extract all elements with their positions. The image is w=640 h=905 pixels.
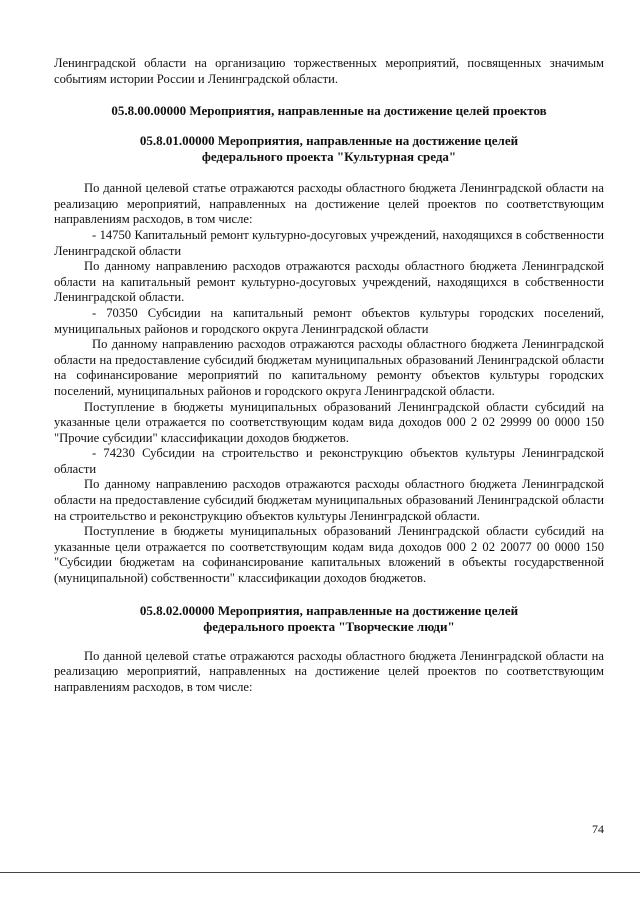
section1-item-14750: - 14750 Капитальный ремонт культурно-досуговых учреждений, находящихся в собственности Ленинградской области bbox=[54, 227, 604, 258]
section1-paragraph-5: По данному направлению расходов отражаются расходы областного бюджета Ленинградской области на предоставление субсидий бюджетам муниципальных образований Ленинградской области на строительство и реконструкцию объектов культуры Ленинградской области. bbox=[54, 477, 604, 523]
bottom-rule bbox=[0, 872, 640, 873]
section1-item-70350: - 70350 Субсидии на капитальный ремонт объектов культуры городских поселений, муниципальных районов и городского округа Ленинградской области bbox=[54, 305, 604, 336]
section1-paragraph-1: По данной целевой статье отражаются расходы областного бюджета Ленинградской области на реализацию мероприятий, направленных на достижение целей проектов по соответствующим направлениям расходов, в том числе: bbox=[54, 181, 604, 227]
section2-heading-line2: федерального проекта "Творческие люди" bbox=[203, 618, 455, 634]
section1-heading-line2: федерального проекта "Культурная среда" bbox=[201, 149, 457, 165]
main-heading: 05.8.00.00000 Мероприятия, направленные на достижение целей проектов bbox=[111, 103, 547, 119]
section2-paragraph-1: По данной целевой статье отражаются расходы областного бюджета Ленинградской области на реализацию мероприятий, направленных на достижение целей проектов по соответствующим направлениям расходов, в том числе: bbox=[54, 648, 604, 694]
section1-paragraph-4: Поступление в бюджеты муниципальных образований Ленинградской области субсидий на указанные цели отражается по соответствующим кодам вида доходов 000 2 02 29999 00 0000 150 "Прочие субсидии" классификации доходов бюджетов. bbox=[54, 399, 604, 445]
intro-paragraph: Ленинградской области на организацию торжественных мероприятий, посвященных значимым событиям истории России и Ленинградской области. bbox=[54, 56, 604, 86]
section2-heading-line1: 05.8.02.00000 Мероприятия, направленные на достижение целей bbox=[139, 602, 519, 618]
section1-paragraph-3: По данному направлению расходов отражаются расходы областного бюджета Ленинградской области на предоставление субсидий бюджетам муниципальных образований Ленинградской области на софинансирование мероприятий по капитальному ремонту объектов культуры городских поселений, муниципальных районов и городского округа Ленинградской области. bbox=[54, 337, 604, 398]
section1-heading-line1: 05.8.01.00000 Мероприятия, направленные на достижение целей bbox=[139, 133, 519, 149]
section1-paragraph-2: По данному направлению расходов отражаются расходы областного бюджета Ленинградской области на капитальный ремонт культурно-досуговых учреждений, находящихся в собственности Ленинградской области. bbox=[54, 259, 604, 305]
section1-paragraph-6: Поступление в бюджеты муниципальных образований Ленинградской области субсидий на указанные цели отражается по соответствующим кодам вида доходов 000 2 02 20077 00 0000 150 "Субсидии бюджетам на софинансирование капитальных вложений в объекты государственной (муниципальной) собственности" классификации доходов бюджетов. bbox=[54, 524, 604, 586]
page-number: 74 bbox=[592, 822, 604, 836]
section1-item-74230: - 74230 Субсидии на строительство и реконструкцию объектов культуры Ленинградской области bbox=[54, 446, 604, 476]
